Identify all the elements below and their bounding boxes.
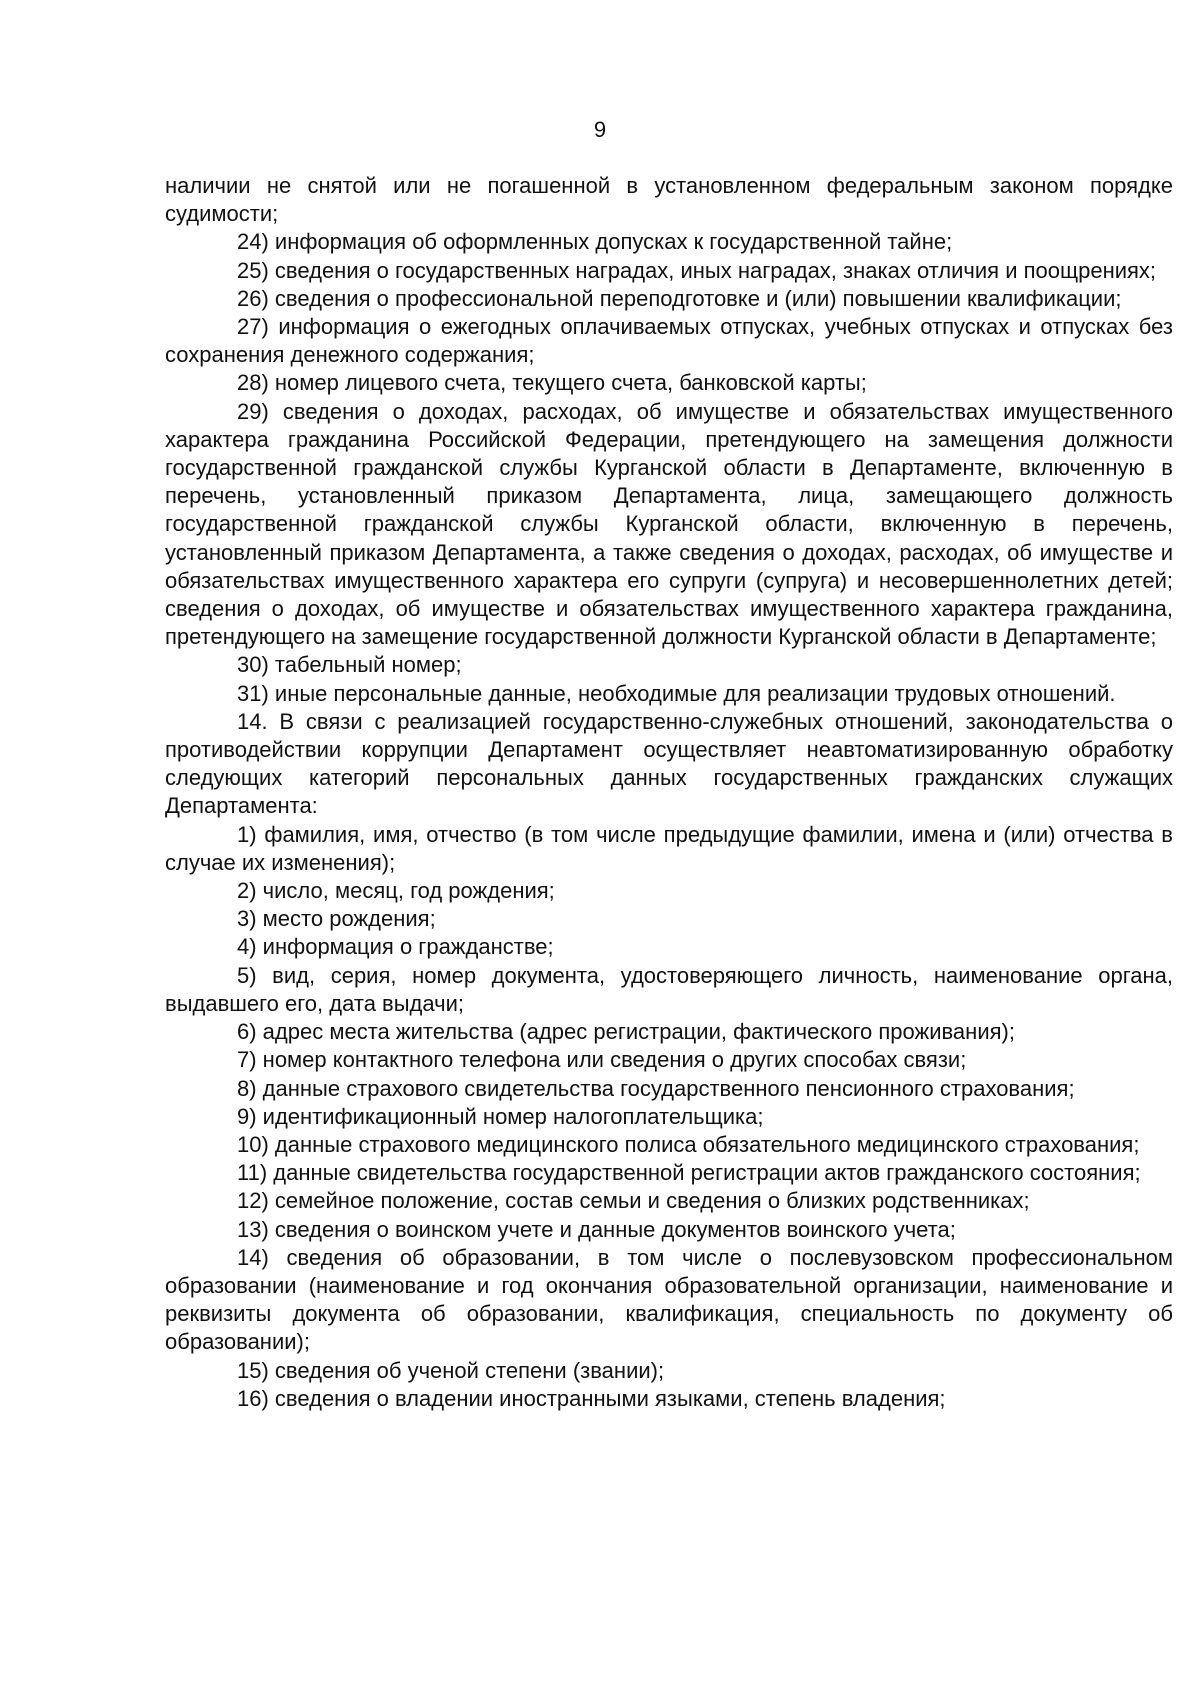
paragraph: наличии не снятой или не погашенной в установленном федеральным законом порядке судимости;: [165, 173, 1173, 227]
paragraph: 3) место рождения;: [237, 906, 436, 932]
paragraph: 30) табельный номер;: [237, 652, 462, 678]
paragraph: 7) номер контактного телефона или сведения о других способах связи;: [237, 1047, 967, 1073]
paragraph: 14) сведения об образовании, в том числе о послевузовском профессиональном образовании (наименование и год окончания образовательной организации, наименование и реквизиты документа об образовании, квалификация, специальность по документу об образовании);: [165, 1244, 1173, 1355]
document-body: [165, 172, 1173, 1413]
paragraph: 1) фамилия, имя, отчество (в том числе предыдущие фамилии, имена и (или) отчества в случае их изменения);: [165, 821, 1173, 875]
paragraph: 29) сведения о доходах, расходах, об имуществе и обязательствах имущественного характера гражданина Российской Федерации, претендующего на замещения должности государственной гражданской службы Курганской области в Департаменте, включенную в перечень, установленный приказом Департамента, лица, замещающего должность государственной гражданской службы Курганской области, включенную в перечень, установленный приказом Департамента, а также сведения о доходах, расходах, об имуществе и обязательствах имущественного характера его супруги (супруга) и несовершеннолетних детей; сведения о доходах, об имуществе и обязательствах имущественного характера гражданина, претендующего на замещение государственной должности Курганской области в Департаменте;: [165, 398, 1173, 650]
paragraph: 6) адрес места жительства (адрес регистрации, фактического проживания);: [237, 1019, 1015, 1045]
page-number: 9: [593, 117, 607, 142]
paragraph: 16) сведения о владении иностранными языками, степень владения;: [237, 1385, 946, 1411]
paragraph: 2) число, месяц, год рождения;: [237, 878, 555, 904]
paragraph: 12) семейное положение, состав семьи и сведения о близких родственниках;: [237, 1188, 1030, 1214]
paragraph: 15) сведения об ученой степени (звании);: [237, 1357, 665, 1383]
paragraph: 13) сведения о воинском учете и данные документов воинского учета;: [237, 1216, 956, 1242]
paragraph: 27) информация о ежегодных оплачиваемых отпусках, учебных отпусках и отпусках без сохранения денежного содержания;: [165, 314, 1173, 368]
paragraph: 31) иные персональные данные, необходимые для реализации трудовых отношений.: [237, 680, 1116, 706]
paragraph: 11) данные свидетельства государственной регистрации актов гражданского состояния;: [237, 1160, 1141, 1186]
paragraph: 8) данные страхового свидетельства государственного пенсионного страхования;: [237, 1075, 1075, 1101]
paragraph: 9) идентификационный номер налогоплательщика;: [237, 1103, 764, 1129]
paragraph: 28) номер лицевого счета, текущего счета, банковской карты;: [237, 370, 867, 396]
paragraph: 14. В связи с реализацией государственно-служебных отношений, законодательства о противодействии коррупции Департамент осуществляет неавтоматизированную обработку следующих категорий персональных данных государственных гражданских служащих Департамента:: [165, 708, 1173, 819]
paragraph: 10) данные страхового медицинского полиса обязательного медицинского страхования;: [237, 1131, 1140, 1157]
paragraph: 5) вид, серия, номер документа, удостоверяющего личность, наименование органа, выдавшего его, дата выдачи;: [165, 962, 1173, 1016]
paragraph: 26) сведения о профессиональной переподготовке и (или) повышении квалификации;: [237, 285, 1122, 311]
paragraph: 25) сведения о государственных наградах, иных наградах, знаках отличия и поощрениях;: [237, 257, 1157, 283]
paragraph: 24) информация об оформленных допусках к государственной тайне;: [237, 229, 953, 255]
paragraph: 4) информация о гражданстве;: [237, 934, 554, 960]
